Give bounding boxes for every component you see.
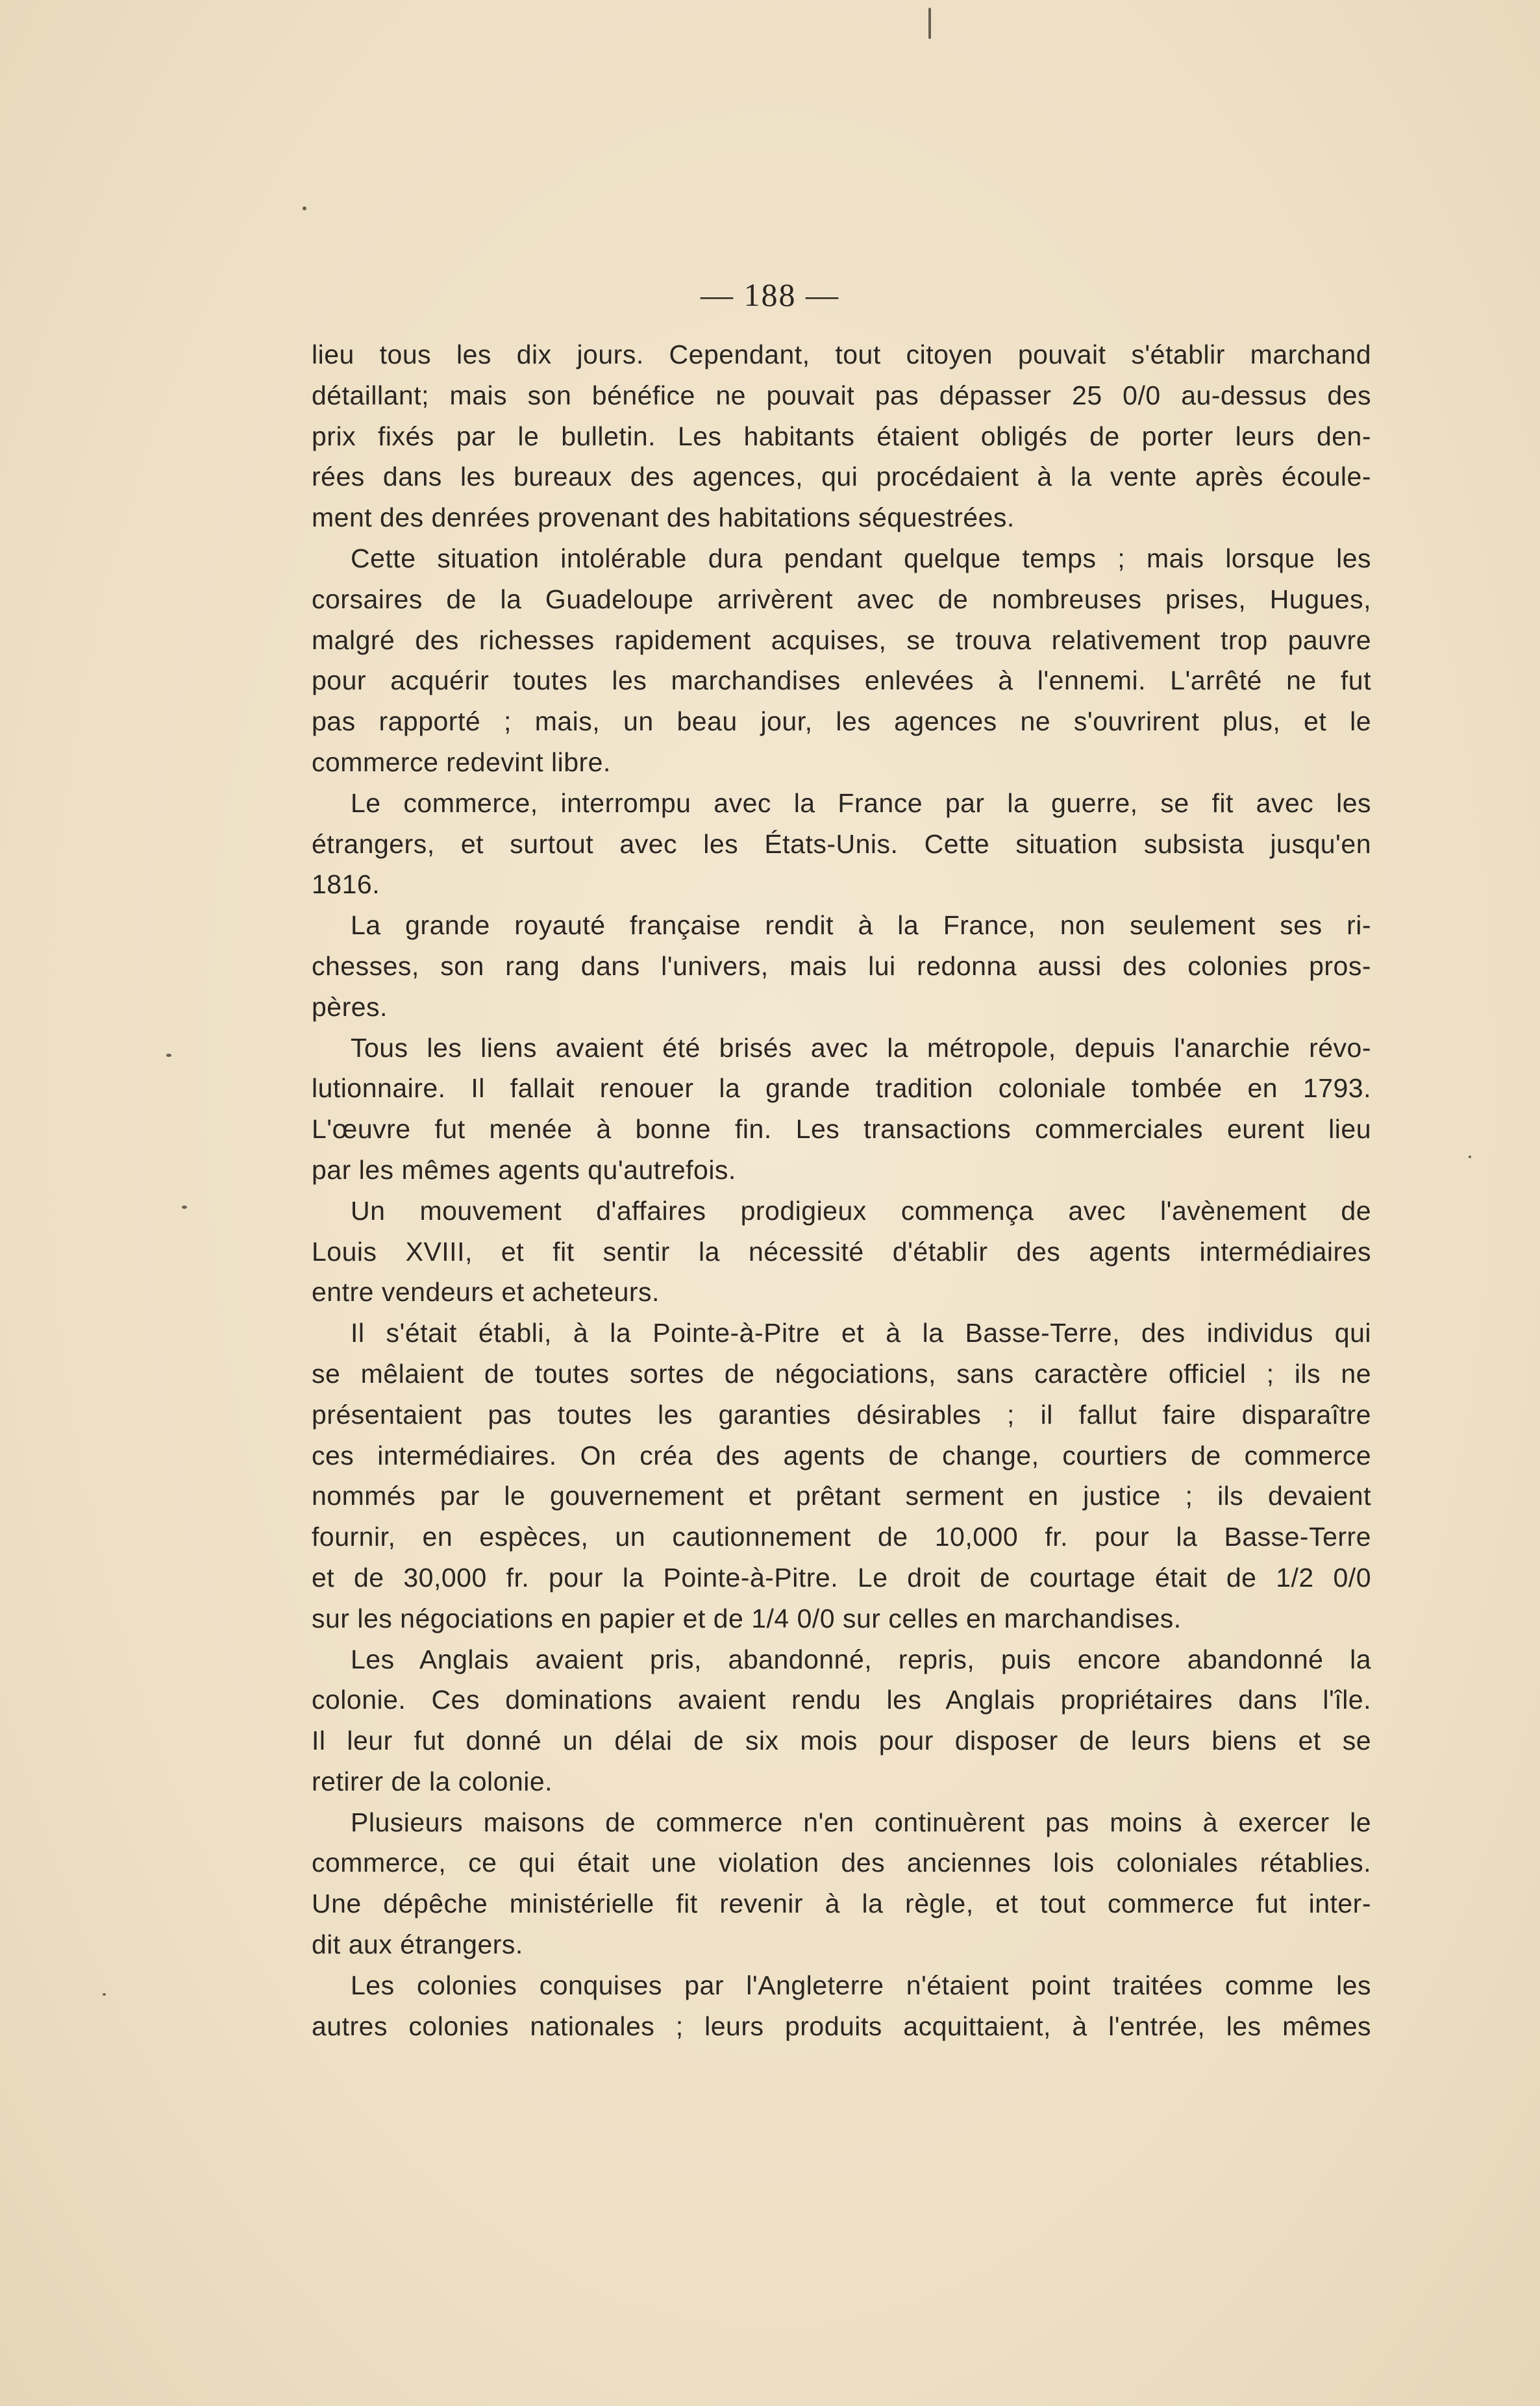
text-line: L'œuvre fut menée à bonne fin. Les transactions commerciales eurent lieu bbox=[312, 1114, 1371, 1145]
paragraph bbox=[312, 1191, 1371, 1313]
text-line: fournir, en espèces, un cautionnement de 10,000 fr. pour la Basse-Terre bbox=[312, 1522, 1371, 1552]
text-line: présentaient pas toutes les garanties désirables ; il fallut faire disparaître bbox=[312, 1399, 1371, 1430]
text-line: colonie. Ces dominations avaient rendu les Anglais propriétaires dans l'île. bbox=[312, 1685, 1371, 1715]
text-line: Cette situation intolérable dura pendant quelque temps ; mais lorsque les bbox=[351, 543, 1371, 573]
text-line: pères. bbox=[312, 991, 388, 1022]
text-line: nommés par le gouvernement et prêtant serment en justice ; ils devaient bbox=[312, 1481, 1371, 1511]
text-line: par les mêmes agents qu'autrefois. bbox=[312, 1154, 736, 1185]
scan-speck bbox=[166, 1054, 171, 1057]
text-line: Un mouvement d'affaires prodigieux commença avec l'avènement de bbox=[351, 1195, 1371, 1226]
paragraph bbox=[312, 905, 1371, 1027]
text-line: commerce redevint libre. bbox=[312, 747, 611, 777]
text-line: retirer de la colonie. bbox=[312, 1766, 553, 1796]
text-line: détaillant; mais son bénéfice ne pouvait pas dépasser 25 0/0 au-dessus des bbox=[312, 380, 1371, 410]
text-line: Il leur fut donné un délai de six mois pour disposer de leurs biens et se bbox=[312, 1726, 1371, 1756]
text-line: pas rapporté ; mais, un beau jour, les agences ne s'ouvrirent plus, et le bbox=[312, 706, 1371, 737]
text-line: autres colonies nationales ; leurs produits acquittaient, à l'entrée, les mêmes bbox=[312, 2011, 1371, 2041]
scan-speck bbox=[182, 1206, 187, 1209]
text-line: Louis XVIII, et fit sentir la nécessité d'établir des agents intermédiaires bbox=[312, 1236, 1371, 1267]
scan-speck bbox=[303, 206, 306, 210]
text-line: corsaires de la Guadeloupe arrivèrent avec de nombreuses prises, Hugues, bbox=[312, 584, 1371, 614]
text-line: rées dans les bureaux des agences, qui procédaient à la vente après écoule- bbox=[312, 462, 1371, 492]
text-line: Il s'était établi, à la Pointe-à-Pitre et à la Basse-Terre, des individus qui bbox=[351, 1318, 1371, 1348]
scan-speck bbox=[928, 8, 931, 39]
text-line: Plusieurs maisons de commerce n'en continuèrent pas moins à exercer le bbox=[351, 1807, 1371, 1837]
text-line: La grande royauté française rendit à la France, non seulement ses ri- bbox=[351, 910, 1371, 941]
text-line: chesses, son rang dans l'univers, mais lui redonna aussi des colonies pros- bbox=[312, 950, 1371, 981]
text-line: malgré des richesses rapidement acquises, se trouva relativement trop pauvre bbox=[312, 625, 1371, 655]
paragraph bbox=[312, 1313, 1371, 1639]
page-number: — 188 — bbox=[701, 277, 839, 313]
text-line: Les colonies conquises par l'Angleterre n'étaient point traitées comme les bbox=[351, 1970, 1371, 2000]
text-line: étrangers, et surtout avec les États-Unis. Cette situation subsista jusqu'en bbox=[312, 828, 1371, 859]
text-line: sur les négociations en papier et de 1/4 0/0 sur celles en marchandises. bbox=[312, 1603, 1182, 1633]
text-line: Une dépêche ministérielle fit revenir à la règle, et tout commerce fut inter- bbox=[312, 1889, 1371, 1919]
text-line: lutionnaire. Il fallait renouer la grande tradition coloniale tombée en 1793. bbox=[312, 1073, 1371, 1104]
text-line: ces intermédiaires. On créa des agents de change, courtiers de commerce bbox=[312, 1440, 1371, 1470]
paragraph bbox=[312, 1802, 1371, 1965]
paragraph bbox=[312, 538, 1371, 783]
text-line: dit aux étrangers. bbox=[312, 1929, 523, 1960]
text-line: Tous les liens avaient été brisés avec la métropole, depuis l'anarchie révo- bbox=[351, 1032, 1371, 1063]
text-line: Les Anglais avaient pris, abandonné, repris, puis encore abandonné la bbox=[351, 1644, 1371, 1674]
text-line: prix fixés par le bulletin. Les habitants étaient obligés de porter leurs den- bbox=[312, 421, 1371, 451]
paragraph bbox=[312, 1639, 1371, 1802]
text-line: entre vendeurs et acheteurs. bbox=[312, 1277, 660, 1308]
text-line: ment des denrées provenant des habitations séquestrées. bbox=[312, 502, 1015, 533]
paragraph bbox=[312, 783, 1371, 905]
text-line: Le commerce, interrompu avec la France par la guerre, se fit avec les bbox=[351, 788, 1371, 818]
paragraph bbox=[312, 1028, 1371, 1191]
body-text bbox=[312, 334, 1371, 2046]
text-line: 1816. bbox=[312, 869, 380, 900]
text-line: et de 30,000 fr. pour la Pointe-à-Pitre. Le droit de courtage était de 1/2 0/0 bbox=[312, 1562, 1371, 1593]
text-line: commerce, ce qui était une violation des anciennes lois coloniales rétablies. bbox=[312, 1848, 1371, 1878]
scan-speck bbox=[103, 1993, 106, 1996]
paragraph bbox=[312, 334, 1371, 538]
text-line: lieu tous les dix jours. Cependant, tout citoyen pouvait s'établir marchand bbox=[312, 340, 1371, 369]
text-line: se mêlaient de toutes sortes de négociations, sans caractère officiel ; ils ne bbox=[312, 1358, 1371, 1389]
scan-speck bbox=[1469, 1156, 1471, 1158]
paragraph bbox=[312, 1965, 1371, 2047]
text-line: pour acquérir toutes les marchandises enlevées à l'ennemi. L'arrêté ne fut bbox=[312, 665, 1371, 696]
